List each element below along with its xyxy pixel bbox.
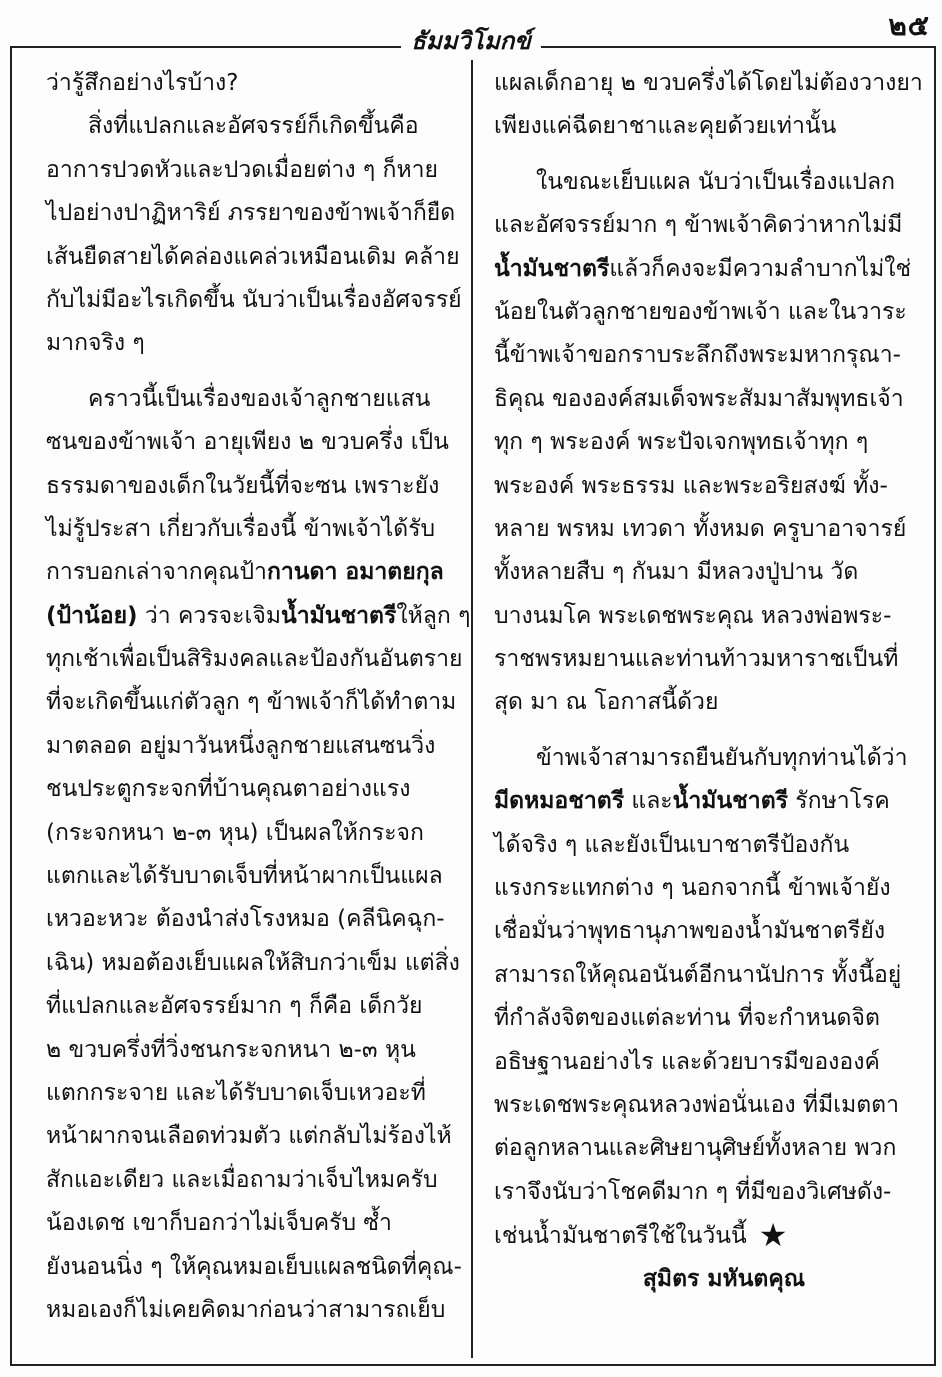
text-line: บางนมโค พระเดชพระคุณ หลวงพ่อพระ- bbox=[494, 602, 892, 629]
text-line: และอัศจรรย์มาก ๆ ข้าพเจ้าคิดว่าหากไม่มี bbox=[494, 212, 903, 239]
text-fragment: รักษาโรค bbox=[788, 788, 890, 815]
text-line: หลาย พรหม เทวดา ทั้งหมด ครูบาอาจารย์ bbox=[494, 515, 907, 542]
text-line: หน้าผากจนเลือดท่วมตัว แต่กลับไม่ร้องไห้ bbox=[46, 1123, 452, 1150]
text-line: ที่แปลกและอัศจรรย์มาก ๆ ก็คือ เด็กวัย bbox=[46, 993, 423, 1020]
text-line: ที่กำลังจิตของแต่ละท่าน ที่จะกำหนดจิต bbox=[494, 1005, 880, 1032]
text-fragment: เช่นน้ำมันชาตรีใช้ในวันนี้ bbox=[494, 1223, 747, 1250]
text-line bbox=[494, 780, 914, 823]
text-line: อธิษฐานอย่างไร และด้วยบารมีขององค์ bbox=[494, 1048, 880, 1075]
bold-name: (ป้าน้อย) bbox=[46, 602, 138, 629]
paragraph-gap bbox=[46, 366, 460, 378]
text-line: ธิคุณ ขององค์สมเด็จพระสัมมาสัมพุทธเจ้า bbox=[494, 385, 904, 412]
text-line: เชื่อมั่นว่าพุทธานุภาพของน้ำมันชาตรียัง bbox=[494, 918, 886, 945]
text-line: ยังนอนนิ่ง ๆ ให้คุณหมอเย็บแผลชนิดที่คุณ- bbox=[46, 1253, 462, 1280]
text-line: ทั้งหลายสืบ ๆ กันมา มีหลวงปู่ปาน วัด bbox=[494, 559, 859, 586]
text-line: ได้จริง ๆ และยังเป็นเบาชาตรีป้องกัน bbox=[494, 831, 850, 858]
text-line: คราวนี้เป็นเรื่องของเจ้าลูกชายแสน bbox=[88, 385, 431, 412]
text-line: ต่อลูกหลานและศิษยานุศิษย์ทั้งหลาย พวก bbox=[494, 1135, 897, 1162]
text-line: สุด มา ณ โอกาสนี้ด้วย bbox=[494, 689, 719, 716]
bold-product: น้ำมันชาตรี bbox=[281, 602, 397, 629]
text-line: น้อยในตัวลูกชายของข้าพเจ้า และในวาระ bbox=[494, 298, 907, 325]
text-fragment: และ bbox=[624, 788, 673, 815]
text-line: ๒ ขวบครึ่งที่วิ่งชนกระจกหนา ๒-๓ หุน bbox=[46, 1036, 416, 1063]
text-line: เส้นยืดสายได้คล่องแคล่วเหมือนเดิม คล้าย bbox=[46, 243, 460, 270]
text-fragment: การบอกเล่าจากคุณป้า bbox=[46, 559, 267, 586]
text-line: สักแอะเดียว และเมื่อถามว่าเจ็บไหมครับ bbox=[46, 1166, 438, 1193]
author-signature: สุมิตร มหันตคุณ bbox=[642, 1265, 806, 1292]
right-column bbox=[494, 62, 923, 1301]
bold-name: กานดา อมาตยกุล bbox=[266, 559, 444, 586]
bold-product: น้ำมันชาตรี bbox=[494, 255, 610, 282]
journal-title-text: ธัมมวิโมกข์ bbox=[401, 26, 540, 55]
text-line: อาการปวดหัวและปวดเมื่อยต่าง ๆ ก็หาย bbox=[46, 156, 439, 183]
star-icon: ★ bbox=[758, 1216, 788, 1255]
text-line: มาตลอด อยู่มาวันหนึ่งลูกชายแสนซนวิ่ง bbox=[46, 732, 436, 759]
text-line: ในขณะเย็บแผล นับว่าเป็นเรื่องแปลก bbox=[536, 168, 896, 195]
text-line: หมอเองก็ไม่เคยคิดมาก่อนว่าสามารถเย็บ bbox=[46, 1296, 446, 1323]
text-line: สิ่งที่แปลกและอัศจรรย์ก็เกิดขึ้นคือ bbox=[88, 113, 419, 140]
paragraph-gap bbox=[494, 725, 914, 737]
text-line: เพียงแค่ฉีดยาชาและคุยด้วยเท่านั้น bbox=[494, 113, 837, 140]
text-line: ไม่รู้ประสา เกี่ยวกับเรื่องนี้ ข้าพเจ้าได้รับ bbox=[46, 515, 436, 542]
text-line: นี้ข้าพเจ้าขอกราบระลึกถึงพระมหากรุณา- bbox=[494, 342, 901, 369]
text-line: พระเดชพระคุณหลวงพ่อนั่นเอง ที่มีเมตตา bbox=[494, 1091, 900, 1118]
text-line: แตกกระจาย และได้รับบาดเจ็บเหวอะที่ bbox=[46, 1079, 426, 1106]
text-line: เราจึงนับว่าโชคดีมาก ๆ ที่มีของวิเศษดัง- bbox=[494, 1178, 892, 1205]
text-line: (กระจกหนา ๒-๓ หุน) เป็นผลให้กระจก bbox=[46, 819, 424, 846]
column-divider bbox=[471, 60, 473, 1358]
text-line: น้องเดช เขาก็บอกว่าไม่เจ็บครับ ซ้ำ bbox=[46, 1210, 392, 1237]
text-fragment: ว่า ควรจะเจิม bbox=[137, 602, 281, 629]
text-line bbox=[46, 551, 460, 594]
text-line: สามารถให้คุณอนันต์อีกนานัปการ ทั้งนี้อยู่ bbox=[494, 961, 902, 988]
text-line: ทุกเช้าเพื่อเป็นสิริมงคลและป้องกันอันตราย bbox=[46, 646, 463, 673]
text-line bbox=[494, 248, 914, 291]
text-line bbox=[46, 595, 471, 638]
text-line: ข้าพเจ้าสามารถยืนยันกับทุกท่านได้ว่า bbox=[536, 744, 908, 771]
paragraph-gap bbox=[494, 149, 914, 161]
text-fragment: แล้วก็คงจะมีความลำบากไม่ใช่ bbox=[609, 255, 912, 282]
text-line: เหวอะหวะ ต้องนำส่งโรงหมอ (คลีนิคฉุก- bbox=[46, 906, 445, 933]
page-number: ๒๕ bbox=[888, 9, 930, 42]
bold-product: มีดหมอชาตรี bbox=[494, 788, 625, 815]
text-fragment: ให้ลูก ๆ bbox=[396, 602, 471, 629]
text-line: ราชพรหมยานและท่านท้าวมหาราชเป็นที่ bbox=[494, 646, 899, 673]
text-line: ไปอย่างปาฏิหาริย์ ภรรยาของข้าพเจ้าก็ยืด bbox=[46, 200, 456, 227]
text-line: มากจริง ๆ bbox=[46, 330, 145, 357]
bold-product: น้ำมันชาตรี bbox=[672, 788, 788, 815]
left-column bbox=[46, 62, 471, 1332]
text-line: ธรรมดาของเด็กในวัยนี้ที่จะซน เพราะยัง bbox=[46, 472, 440, 499]
text-line: เฉิน) หมอต้องเย็บแผลให้สิบกว่าเข็ม แต่สิ่ง bbox=[46, 949, 460, 976]
text-line: ที่จะเกิดขึ้นแก่ตัวลูก ๆ ข้าพเจ้าก็ได้ทำตาม bbox=[46, 689, 457, 716]
text-line: ชนประตูกระจกที่บ้านคุณตาอย่างแรง bbox=[46, 776, 411, 803]
text-line: แผลเด็กอายุ ๒ ขวบครึ่งได้โดยไม่ต้องวางยา bbox=[494, 70, 923, 96]
text-line: ว่ารู้สึกอย่างไรบ้าง? bbox=[46, 70, 239, 96]
text-line: กับไม่มีอะไรเกิดขึ้น นับว่าเป็นเรื่องอัศจรรย์ bbox=[46, 286, 462, 313]
text-line: แตกและได้รับบาดเจ็บที่หน้าผากเป็นแผล bbox=[46, 863, 443, 890]
text-line: ซนของข้าพเจ้า อายุเพียง ๒ ขวบครึ่ง เป็น bbox=[46, 429, 449, 456]
text-line: แรงกระแทกต่าง ๆ นอกจากนี้ ข้าพเจ้ายัง bbox=[494, 875, 891, 902]
text-line bbox=[494, 1214, 914, 1257]
text-line: พระองค์ พระธรรม และพระอริยสงฆ์ ทั้ง- bbox=[494, 472, 888, 499]
text-line: ทุก ๆ พระองค์ พระปัจเจกพุทธเจ้าทุก ๆ bbox=[494, 429, 869, 456]
